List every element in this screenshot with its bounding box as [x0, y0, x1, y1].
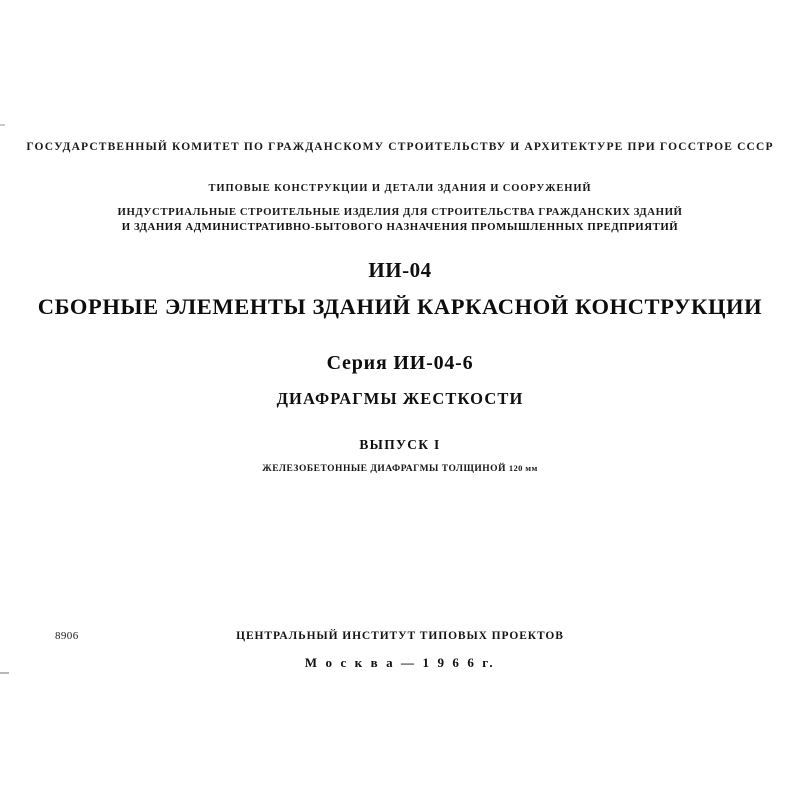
- subheading-line-3: И ЗДАНИЯ АДМИНИСТРАТИВНО-БЫТОВОГО НАЗНАЧЕНИЯ ПРОМЫШЛЕННЫХ ПРЕДПРИЯТИЙ: [121, 221, 679, 233]
- subheading-line-1: ТИПОВЫЕ КОНСТРУКЦИИ И ДЕТАЛИ ЗДАНИЯ И СООРУЖЕНИЙ: [208, 183, 592, 194]
- place-and-year: М о с к в а — 1 9 6 6 г.: [304, 655, 496, 670]
- series-name: Серия ИИ-04-6: [326, 352, 474, 374]
- publisher-name: ЦЕНТРАЛЬНЫЙ ИНСТИТУТ ТИПОВЫХ ПРОЕКТОВ: [236, 630, 564, 642]
- document-number: 8906: [55, 630, 79, 642]
- series-subtitle: ДИАФРАГМЫ ЖЕСТКОСТИ: [276, 389, 524, 408]
- issue-description-thickness: 120 мм: [508, 463, 538, 473]
- series-code: ИИ-04: [368, 258, 432, 282]
- page-title: СБОРНЫЕ ЭЛЕМЕНТЫ ЗДАНИЙ КАРКАСНОЙ КОНСТРУКЦИИ: [37, 294, 763, 319]
- scan-artifact-top-icon: [0, 124, 5, 126]
- subheading-block: [0, 183, 800, 233]
- issue-description-text: ЖЕЛЕЗОБЕТОННЫЕ ДИАФРАГМЫ ТОЛЩИНОЙ: [262, 464, 506, 474]
- issue-label: ВЫПУСК I: [359, 437, 441, 452]
- issue-description: [0, 463, 800, 474]
- scan-artifact-bottom-icon: [0, 672, 9, 674]
- issuing-organization: ГОСУДАРСТВЕННЫЙ КОМИТЕТ ПО ГРАЖДАНСКОМУ СТРОИТЕЛЬСТВУ И АРХИТЕКТУРЕ ПРИ ГОССТРОЕ СССР: [26, 141, 774, 153]
- subheading-line-2: ИНДУСТРИАЛЬНЫЕ СТРОИТЕЛЬНЫЕ ИЗДЕЛИЯ ДЛЯ СТРОИТЕЛЬСТВА ГРАЖДАНСКИХ ЗДАНИЙ: [117, 206, 683, 218]
